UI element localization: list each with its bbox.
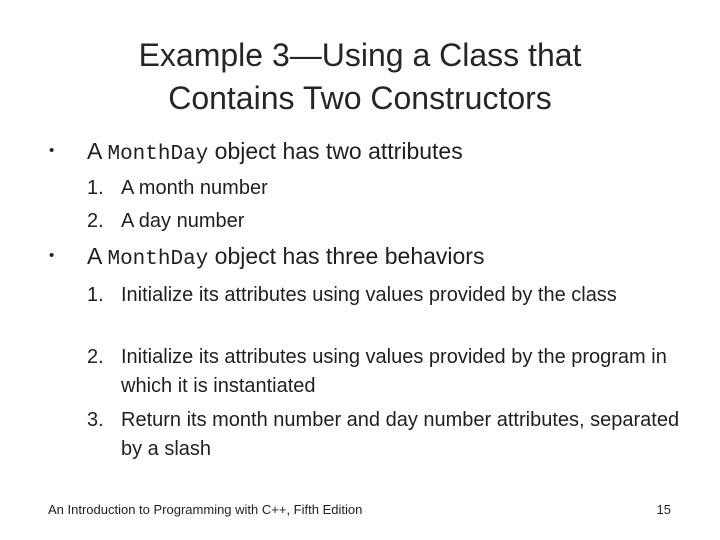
bullet-text [87, 242, 484, 274]
item-number: 3. [87, 409, 104, 431]
item-number: 1. [87, 177, 104, 199]
slide-title-line-1: Example 3—Using a Class that [138, 37, 582, 73]
page-number: 15 [656, 502, 671, 517]
item-text: Return its month number and day number attributes, separated by a slash [121, 409, 680, 460]
item-text: A month number [121, 177, 268, 199]
item-text: A day number [121, 210, 245, 232]
bullet-marker: • [49, 142, 55, 159]
bullet-suffix: object has two attributes [208, 138, 463, 164]
bullet-text [87, 137, 463, 169]
bullet-prefix: A [87, 243, 108, 269]
bullet-marker: • [49, 247, 55, 264]
slide-title [0, 34, 720, 120]
item-number: 2. [87, 210, 104, 232]
item-number: 2. [87, 346, 104, 368]
slide-title-line-2: Contains Two Constructors [168, 80, 552, 116]
code-class-name: MonthDay [107, 143, 209, 166]
item-text: Initialize its attributes using values provided by the program in which it is instantiated [121, 346, 667, 397]
code-class-name: MonthDay [107, 248, 209, 271]
footer-book-title: An Introduction to Programming with C++, Fifth Edition [48, 502, 363, 517]
bullet-suffix: object has three behaviors [208, 243, 485, 269]
bullet-prefix: A [87, 138, 108, 164]
item-number: 1. [87, 284, 104, 306]
item-text: Initialize its attributes using values provided by the class [121, 284, 617, 306]
